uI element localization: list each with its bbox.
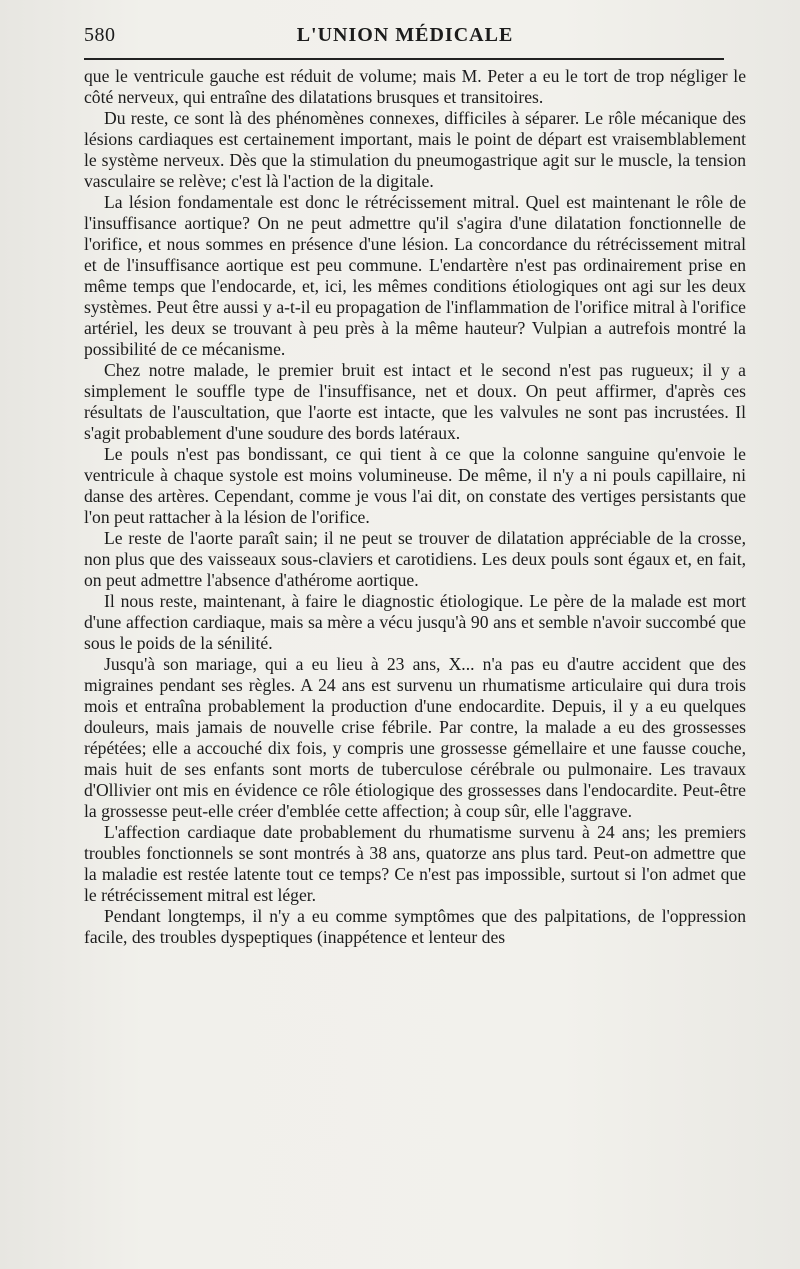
- paragraph: La lésion fondamentale est donc le rétrécissement mitral. Quel est maintenant le rôle de l'insuffisance aortique? On ne peut admettre qu'il s'agira d'une dilatation fonctionnelle de l'orifice, et nous sommes en présence d'une lésion. La concordance du rétrécissement mitral et de l'insuffisance aortique est peu commune. L'endartère n'est pas ordinairement prise en même temps que l'endocarde, et, ici, les mêmes conditions étiologiques ont agi sur les deux systèmes. Peut être aussi y a-t-il eu propagation de l'inflammation de l'orifice mitral à l'orifice artériel, les deux se trouvant à peu près à la même hauteur? Vulpian a autrefois montré la possibilité de ce mécanisme.: [84, 192, 746, 359]
- paragraph: Pendant longtemps, il n'y a eu comme symptômes que des palpitations, de l'oppression facile, des troubles dyspeptiques (inappétence et lenteur des: [84, 906, 746, 947]
- paragraph: Le pouls n'est pas bondissant, ce qui tient à ce que la colonne sanguine qu'envoie le ventricule à chaque systole est moins volumineuse. De même, il n'y a ni pouls capillaire, ni danse des artères. Cependant, comme je vous l'ai dit, on constate des vertiges persistants que l'on peut rattacher à la lésion de l'orifice.: [84, 444, 746, 527]
- page-header: [84, 22, 726, 58]
- paragraph: Le reste de l'aorte paraît sain; il ne peut se trouver de dilatation appréciable de la crosse, non plus que des vaisseaux sous-claviers et carotidiens. Les deux pouls sont égaux et, en fait, on peut admettre l'absence d'athérome aortique.: [84, 528, 746, 590]
- paragraph: Jusqu'à son mariage, qui a eu lieu à 23 ans, X... n'a pas eu d'autre accident que des migraines pendant ses règles. A 24 ans est survenu un rhumatisme articulaire qui dura trois mois et entraîna probablement la production d'une endocardite. Depuis, il y a eu quelques douleurs, mais jamais de nouvelle crise fébrile. Par contre, la malade a eu des grossesses répétées; elle a accouché dix fois, y compris une grossesse gémellaire et une fausse couche, mais huit de ses enfants sont morts de tuberculose cérébrale ou pulmonaire. Les travaux d'Ollivier ont mis en évidence ce rôle étiologique des grossesses dans l'endocardite. Peut-être la grossesse peut-elle créer d'emblée cette affection; à coup sûr, elle l'aggrave.: [84, 654, 746, 821]
- paragraph: Chez notre malade, le premier bruit est intact et le second n'est pas rugueux; il y a simplement le souffle type de l'insuffisance, net et doux. On peut affirmer, d'après ces résultats de l'auscultation, que l'aorte est intacte, que les valvules ne sont pas incrustées. Il s'agit probablement d'une soudure des bords latéraux.: [84, 360, 746, 443]
- paragraph: Il nous reste, maintenant, à faire le diagnostic étiologique. Le père de la malade est mort d'une affection cardiaque, mais sa mère a vécu jusqu'à 90 ans et semble n'avoir succombé que sous le poids de la sénilité.: [84, 591, 746, 653]
- paragraph: que le ventricule gauche est réduit de volume; mais M. Peter a eu le tort de trop négliger le côté nerveux, qui entraîne des dilatations brusques et transitoires.: [84, 66, 746, 107]
- running-title: L'UNION MÉDICALE: [296, 24, 514, 46]
- article-body: [84, 66, 746, 948]
- paragraph: L'affection cardiaque date probablement du rhumatisme survenu à 24 ans; les premiers troubles fonctionnels se sont montrés à 38 ans, quatorze ans plus tard. Peut-on admettre que la maladie est restée latente tout ce temps? Ce n'est pas impossible, surtout si l'on admet que le rétrécissement mitral est léger.: [84, 822, 746, 905]
- header-rule: [84, 58, 724, 60]
- page-number: 580: [84, 24, 116, 46]
- paragraph: Du reste, ce sont là des phénomènes connexes, difficiles à séparer. Le rôle mécanique des lésions cardiaques est certainement important, mais le point de départ est vraisemblablement le système nerveux. Dès que la stimulation du pneumogastrique agit sur le muscle, la tension vasculaire se relève; c'est là l'action de la digitale.: [84, 108, 746, 191]
